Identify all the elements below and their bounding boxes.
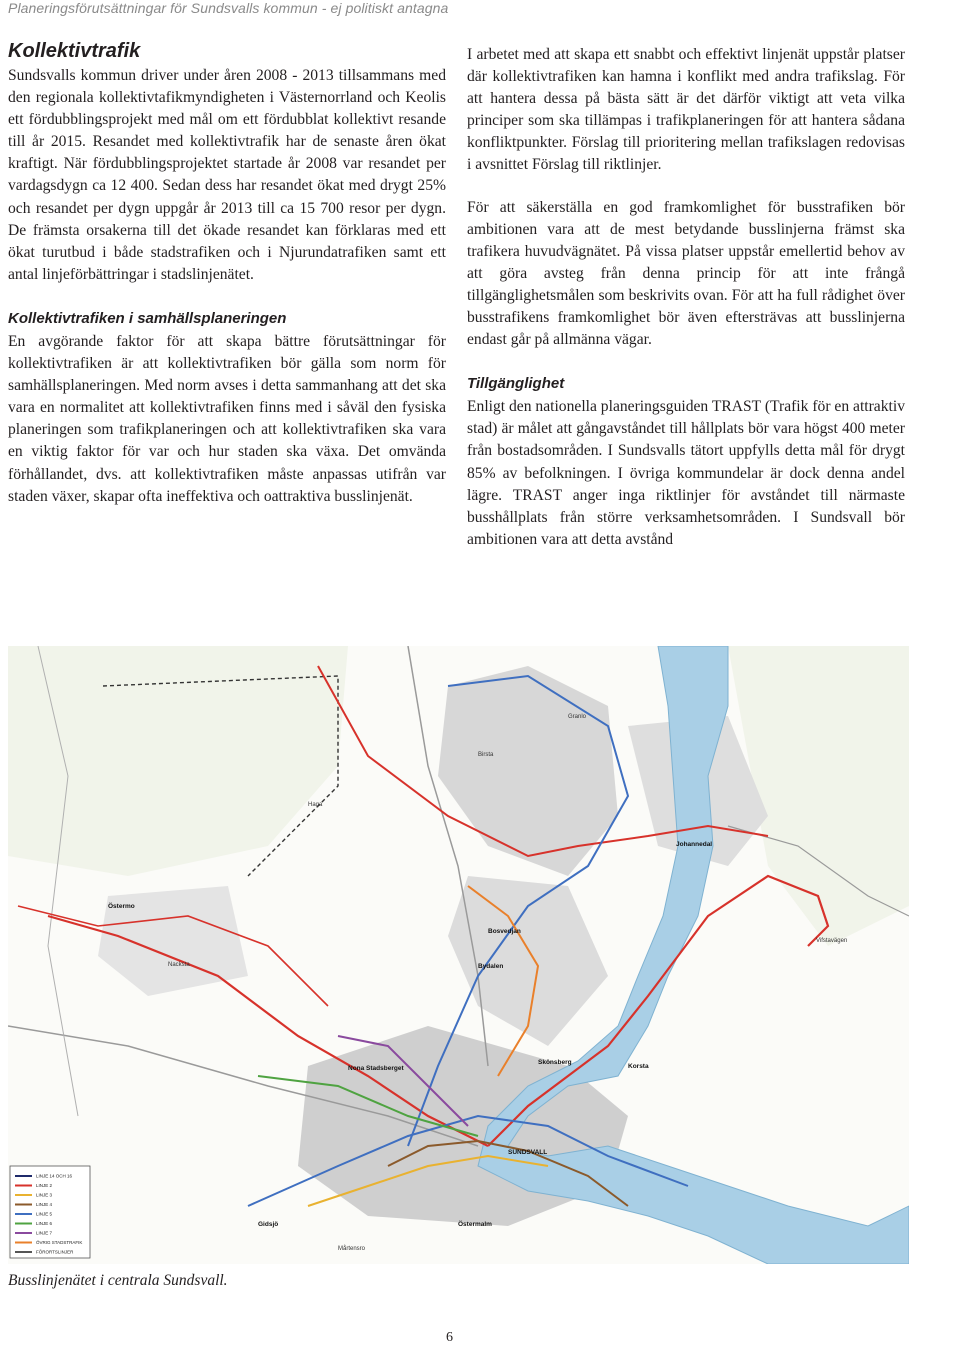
legend-label: LINJE 6 bbox=[36, 1221, 53, 1227]
legend-label: LINJE 7 bbox=[36, 1230, 53, 1236]
place-label: Johannedal bbox=[676, 841, 713, 848]
place-label: Skönsberg bbox=[538, 1059, 572, 1066]
place-label: Korsta bbox=[628, 1063, 649, 1070]
place-label: Bosvedjan bbox=[488, 928, 521, 935]
place-label: Nona Stadsberget bbox=[348, 1065, 404, 1072]
place-label: Birsta bbox=[478, 752, 494, 758]
body-paragraph: I arbetet med att skapa ett snabbt och effektivt linjenät uppstår platser där kollektivtrafiken kan hamna i konflikt med andra trafikslag. För att hantera dessa på bästa sätt är det därför viktigt att veta vilka principer som ska tillämpas i trafikplaneringen för att hantera sådana konfliktpunkter. Förslag till prioritering mellan trafikslagen redovisas i avsnittet Förslag till riktlinjer. bbox=[467, 46, 905, 174]
body-paragraph: Enligt den nationella planeringsguiden TRAST (Trafik för en attraktiv stad) är målet att gångavståndet till hållplats bör vara högst 400 meter från bostadsområden. I Sundsvalls tätort uppfylls detta mål för drygt 85% av befolkningen. I övriga kommundelar är dock denna andel lägre. TRAST anger inga riktlinjer för avståndet till närmaste busshållplats från större verksamhetsområden. I Sundsvall bör ambitionen vara att detta avstånd bbox=[467, 398, 905, 548]
legend-label: ÖVRIG STADSTRAFIK bbox=[36, 1240, 83, 1246]
legend-label: LINJE 3 bbox=[36, 1192, 53, 1198]
place-label: Gidsjö bbox=[258, 1221, 279, 1228]
place-label: Granlo bbox=[568, 714, 587, 720]
page-number: 6 bbox=[446, 1330, 453, 1345]
place-label: Bydalen bbox=[478, 963, 504, 970]
map-svg bbox=[8, 646, 909, 1264]
body-paragraph: Sundsvalls kommun driver under åren 2008 - 2013 tillsammans med den regionala kollektivtafikmyndigheten i Västernorrland och Keolis ett fördubblingsprojekt med mål om ett fördubblat kollektivt resande till år 2015. Resandet med kollektivtrafik har de senaste åren ökat kraftigt. När fördubblingsprojektet startade år 2008 var resandet per vardagsdygn ca 12 400. Sedan dess har resandet ökat med drygt 25% och resandet per dygn uppgår år 2013 till ca 15 700 resor per dygn. De främsta orsakerna till det ökade resandet kan förklaras med ett ökat turutbud i både stadstrafiken och i Njurundatrafiken samt ett antal linjeförbättringar i stadslinjenätet. bbox=[8, 67, 446, 283]
right-column bbox=[467, 44, 905, 551]
bus-network-map bbox=[8, 646, 909, 1264]
section-heading: Kollektivtrafik bbox=[8, 40, 141, 62]
figure-caption: Busslinjenätet i centrala Sundsvall. bbox=[8, 1272, 228, 1289]
legend-label: LINJE 14 OCH 16 bbox=[36, 1173, 73, 1179]
place-label: Mårtensro bbox=[338, 1246, 366, 1252]
map-legend bbox=[10, 1166, 90, 1258]
subsection-heading: Tillgänglighet bbox=[467, 375, 565, 393]
place-label: Östermo bbox=[108, 903, 135, 910]
body-paragraph: En avgörande faktor för att skapa bättre förutsättningar för kollektivtrafiken är att kollektivtrafiken bör gälla som norm för samhällsplaneringen. Med norm avses i detta sammanhang att det ska vara en normalitet att kollektivtrafiken finns med i såväl den fysiska planeringen som trafikplaneringen och att kollektivtrafiken ska vara en viktig faktor för var och hur staden ska växa. Det omvända förhållandet, dvs. att kollektivtrafiken måste anpassas utifrån var staden växer, skapar ofta ineffektiva och oattraktiva busslinjenät. bbox=[8, 332, 446, 505]
legend-label: LINJE 4 bbox=[36, 1202, 53, 1208]
place-label: Östermalm bbox=[458, 1221, 492, 1228]
legend-label: LINJE 5 bbox=[36, 1211, 53, 1217]
place-label: Nacksta bbox=[168, 962, 190, 968]
body-paragraph: För att säkerställa en god framkomlighet för busstrafiken bör ambitionen vara att de mest betydande busslinjerna främst ska trafikera huvudvägnätet. På vissa platser uppstår emellertid behov av att göra avsteg från denna princip för att inte frångå tillgänglighetsmålen som beskrivits ovan. För att ha full rådighet över busstrafikens framkomlighet bör även eftersträvas att busslinjerna endast går på allmänna vägar. bbox=[467, 198, 905, 349]
running-head: Planeringsförutsättningar för Sundsvalls kommun - ej politiskt antagna bbox=[8, 0, 449, 16]
left-column bbox=[8, 40, 446, 508]
legend-label: FÖRORTSLINJER bbox=[36, 1249, 74, 1255]
place-label: Haga bbox=[308, 802, 323, 808]
subsection-heading: Kollektivtrafiken i samhällsplaneringen bbox=[8, 309, 287, 327]
place-label: SUNDSVALL bbox=[508, 1149, 548, 1156]
legend-label: LINJE 2 bbox=[36, 1183, 53, 1189]
place-label: Vifstavägen bbox=[816, 938, 848, 944]
